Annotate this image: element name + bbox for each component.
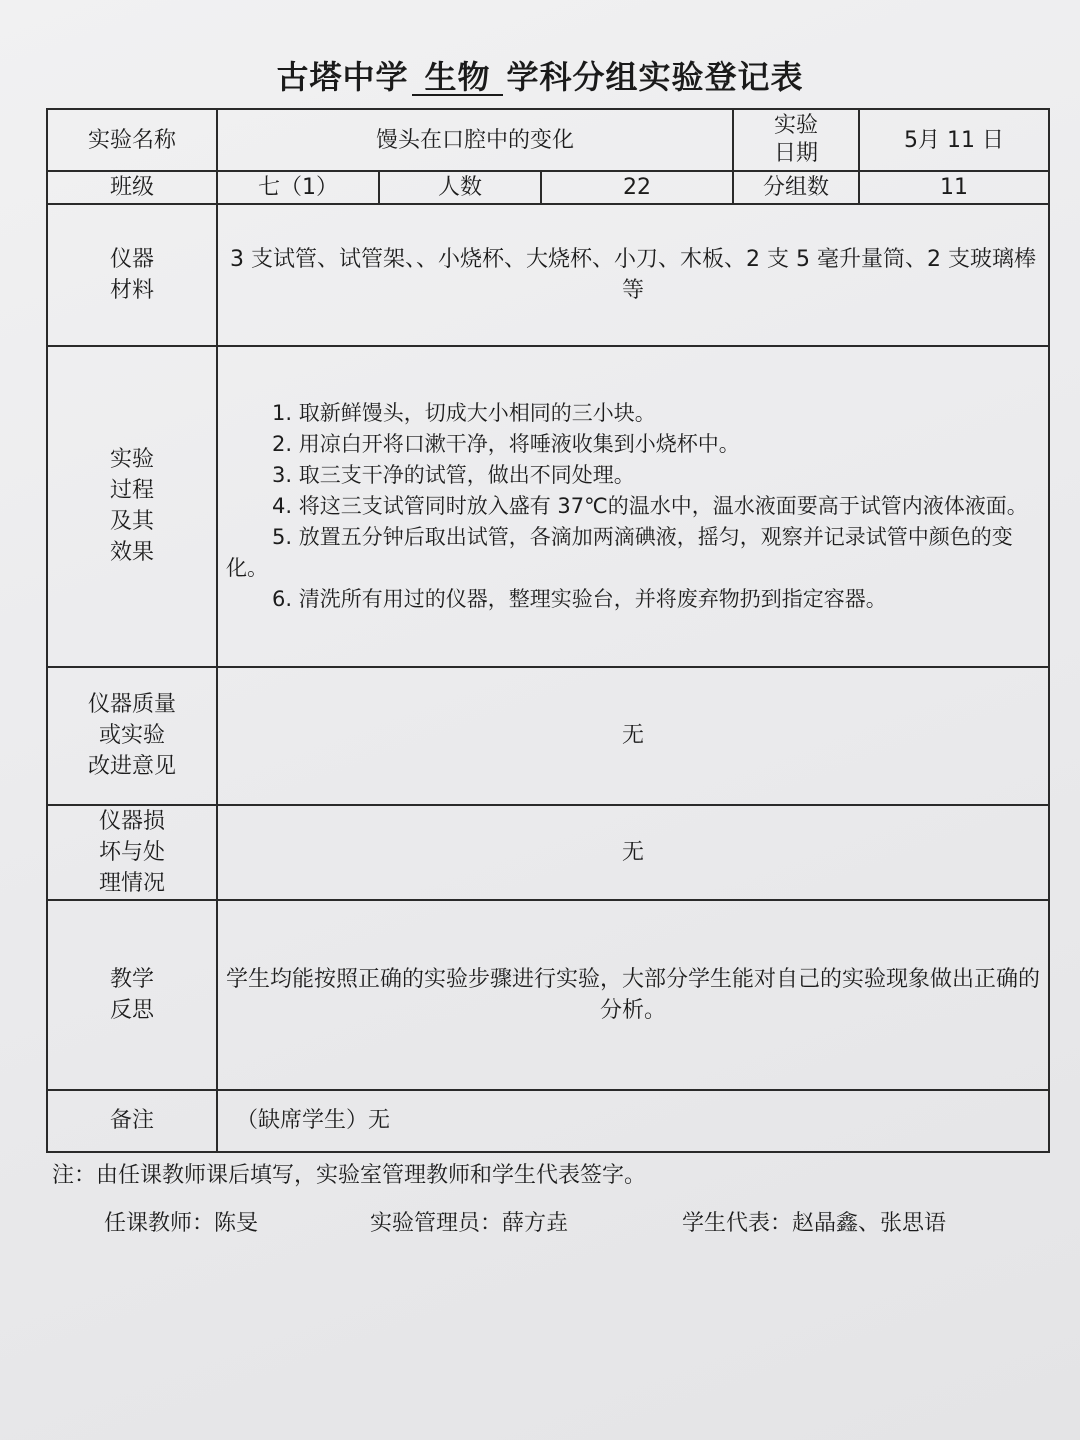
materials-label: 仪器 材料 [47, 204, 217, 346]
materials-value: 3 支试管、试管架、、小烧杯、大烧杯、小刀、木板、2 支 5 毫升量筒、2 支玻璃棒等 [217, 204, 1049, 346]
quality-value: 无 [217, 667, 1049, 805]
form-row-quality [47, 667, 1049, 805]
form-row-process [47, 346, 1049, 666]
class-value: 七（1） [217, 171, 379, 204]
people-label: 人数 [379, 171, 541, 204]
damage-label: 仪器损 坏与处 理情况 [47, 805, 217, 900]
groups-label: 分组数 [733, 171, 859, 204]
process-step: 3. 取三支干净的试管，做出不同处理。 [272, 462, 635, 487]
form-row-damage [47, 805, 1049, 900]
form-row-materials [47, 204, 1049, 346]
form-row-experiment-name [47, 109, 1049, 171]
process-step: 4. 将这三支试管同时放入盛有 37℃的温水中，温水液面要高于试管内液体液面。 [272, 493, 1028, 518]
teacher-signature: 任课教师：陈旻 [104, 1211, 259, 1236]
student-rep-signature: 学生代表：赵晶鑫、张思语 [682, 1211, 947, 1236]
date-label: 实验 日期 [733, 109, 859, 171]
quality-label: 仪器质量 或实验 改进意见 [47, 667, 217, 805]
process-step: 2. 用凉白开将口漱干净，将唾液收集到小烧杯中。 [272, 431, 740, 456]
process-steps [217, 346, 1049, 666]
form-row-reflection [47, 900, 1049, 1090]
damage-value: 无 [217, 805, 1049, 900]
form-row-class [47, 171, 1049, 204]
footer-note: 注：由任课教师课后填写，实验室管理教师和学生代表签字。 [52, 1163, 647, 1188]
title-school: 古塔中学 [276, 58, 409, 96]
registration-form-table [46, 108, 1050, 1153]
reflection-value: 学生均能按照正确的实验步骤进行实验，大部分学生能对自己的实验现象做出正确的分析。 [217, 900, 1049, 1090]
remarks-label: 备注 [47, 1090, 217, 1152]
page-title [0, 52, 1080, 98]
title-subject: 生物 [412, 60, 502, 96]
process-label: 实验 过程 及其 效果 [47, 346, 217, 666]
class-label: 班级 [47, 171, 217, 204]
remarks-value: （缺席学生）无 [217, 1090, 1049, 1152]
date-value: 5月 11 日 [859, 109, 1049, 171]
groups-value: 11 [859, 171, 1049, 204]
title-suffix: 学科分组实验登记表 [506, 58, 804, 96]
form-row-remarks [47, 1090, 1049, 1152]
process-step: 6. 清洗所有用过的仪器，整理实验台，并将废弃物扔到指定容器。 [272, 586, 887, 611]
reflection-label: 教学 反思 [47, 900, 217, 1090]
process-step: 5. 放置五分钟后取出试管，各滴加两滴碘液，摇匀，观察并记录试管中颜色的变化。 [226, 524, 1013, 580]
process-step: 1. 取新鲜馒头，切成大小相同的三小块。 [272, 400, 656, 425]
people-value: 22 [541, 171, 733, 204]
lab-admin-signature: 实验管理员：薛方垚 [370, 1211, 569, 1236]
experiment-name-label: 实验名称 [47, 109, 217, 171]
experiment-name-value: 馒头在口腔中的变化 [217, 109, 733, 171]
